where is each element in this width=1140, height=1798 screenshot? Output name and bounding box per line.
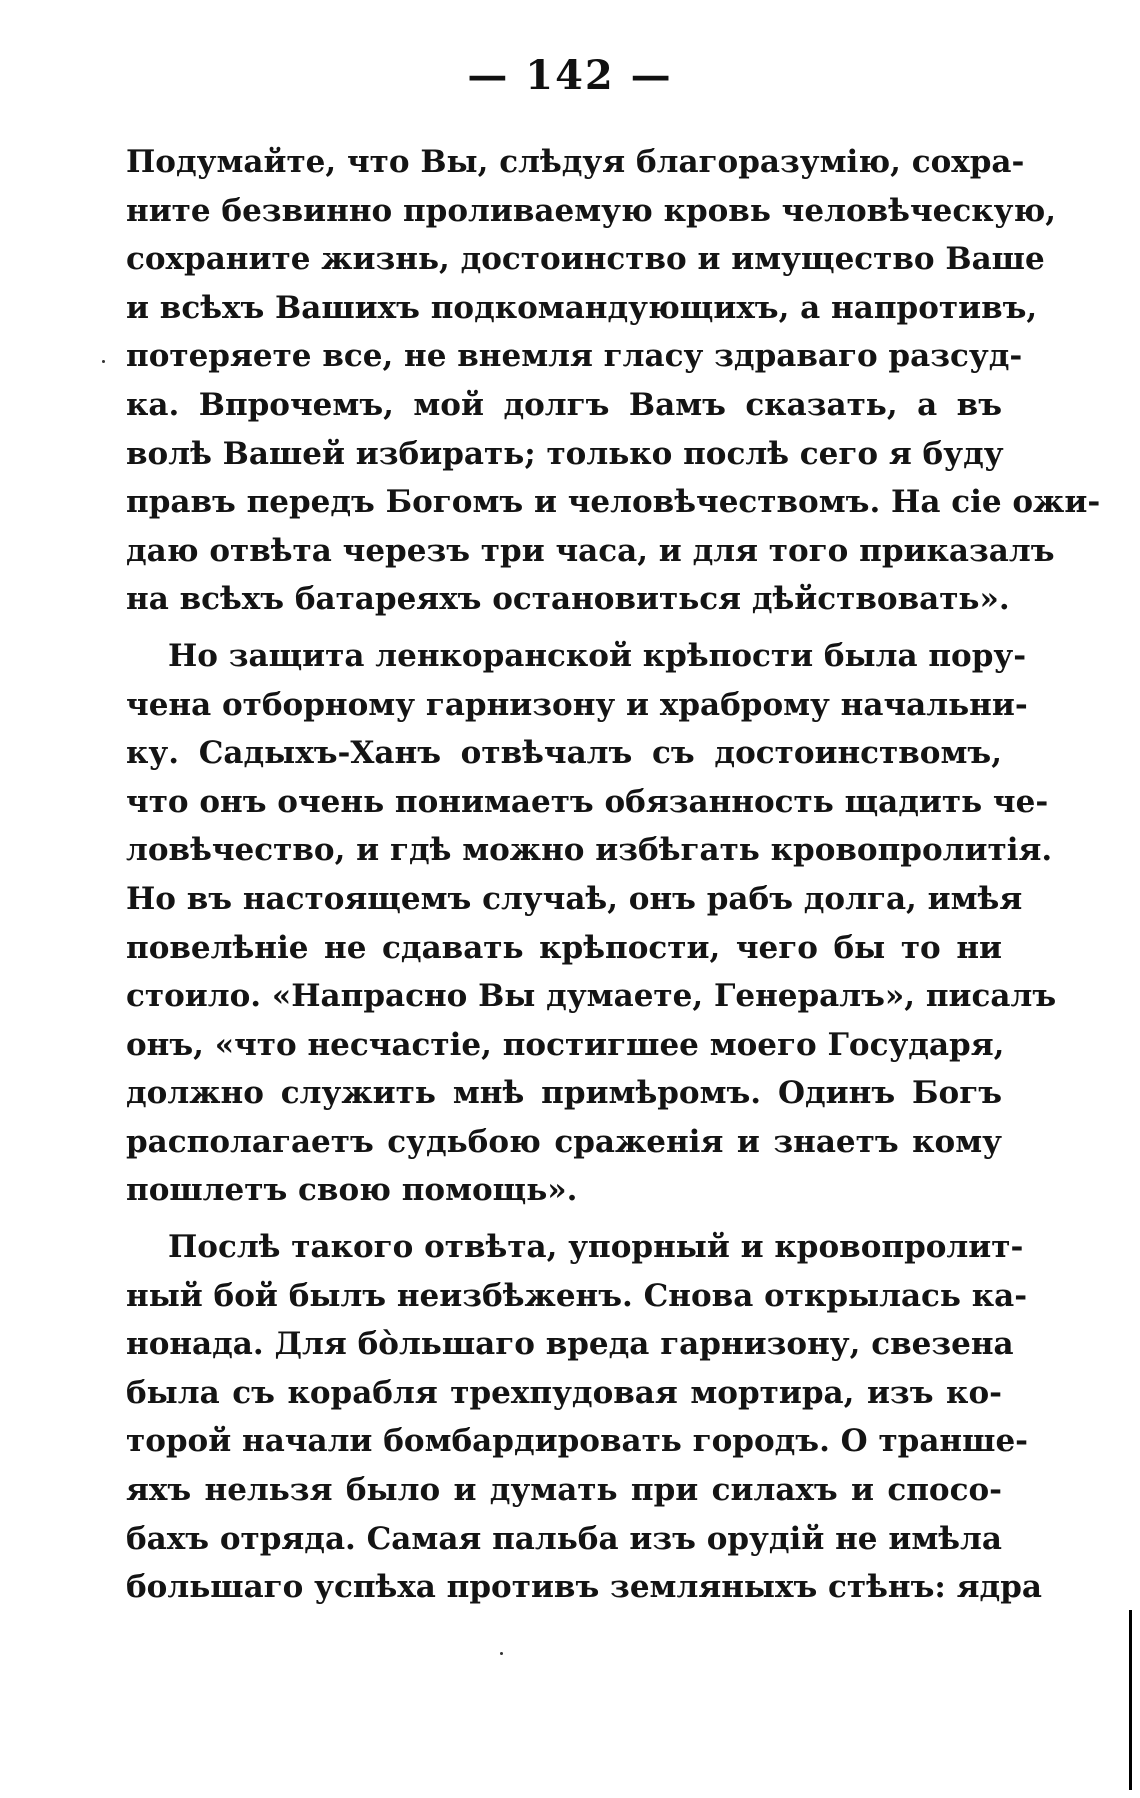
text-line: должно служить мнѣ примѣромъ. Одинъ Богъ — [126, 1075, 1002, 1112]
scan-speck — [102, 360, 105, 363]
text-line: чена отборному гарнизону и храброму начальни- — [126, 686, 1028, 723]
text-line: ка. Впрочемъ, мой долгъ Вамъ сказать, а въ — [126, 386, 1002, 423]
text-line: яхъ нельзя было и думать при силахъ и спосо- — [126, 1472, 1002, 1509]
text-line: на всѣхъ батареяхъ остановиться дѣйствовать». — [126, 581, 1010, 618]
text-line: ку. Садыхъ-Ханъ отвѣчалъ съ достоинствомъ, — [126, 735, 1002, 772]
text-line: большаго успѣха противъ земляныхъ стѣнъ: ядра — [126, 1569, 1042, 1606]
text-line: была съ корабля трехпудовая мортира, изъ ко- — [126, 1374, 1002, 1411]
paragraph-3 — [126, 1223, 1042, 1612]
text-line: ловѣчество, и гдѣ можно избѣгать кровопролитія. — [126, 832, 1053, 869]
paragraph-1 — [126, 138, 1101, 624]
text-line: торой начали бомбардировать городъ. О транше- — [126, 1423, 1029, 1460]
paragraph-2 — [126, 632, 1057, 1215]
scan-speck — [500, 1652, 503, 1655]
text-line: Но въ настоящемъ случаѣ, онъ рабъ долга, имѣя — [126, 880, 1023, 917]
scan-edge-mark — [1129, 1610, 1132, 1790]
text-line: стоило. «Напрасно Вы думаете, Генералъ», писалъ — [126, 978, 1057, 1015]
text-line: нонада. Для бо̀льшаго вреда гарнизону, свезена — [126, 1326, 1014, 1363]
text-line: волѣ Вашей избирать; только послѣ сего я буду — [126, 435, 1004, 472]
text-line: ните безвинно проливаемую кровь человѣческую, — [126, 192, 1057, 229]
text-line: сохраните жизнь, достоинство и имущество Ваше — [126, 241, 1045, 278]
text-line: располагаетъ судьбою сраженія и знаетъ кому — [126, 1123, 1002, 1160]
text-line: Подумайте, что Вы, слѣдуя благоразумію, сохра- — [126, 144, 1025, 180]
text-line: пошлетъ свою помощь». — [126, 1172, 578, 1209]
paragraph-gap — [126, 624, 1002, 632]
text-line: что онъ очень понимаетъ обязанность щадить че- — [126, 783, 1049, 820]
text-line: потеряете все, не внемля гласу здраваго разсуд- — [126, 338, 1023, 375]
text-line: Но защита ленкоранской крѣпости была пору- — [168, 637, 1027, 674]
paragraph-gap — [126, 1215, 1002, 1223]
text-line: повелѣніе не сдавать крѣпости, чего бы то ни — [126, 929, 1002, 966]
text-line: даю отвѣта черезъ три часа, и для того приказалъ — [126, 532, 1055, 569]
text-line: Послѣ такого отвѣта, упорный и кровопролит- — [168, 1229, 1024, 1266]
text-line: онъ, «что несчастіе, постигшее моего Государя, — [126, 1026, 1005, 1063]
text-line: бахъ отряда. Самая пальба изъ орудій не имѣла — [126, 1520, 1002, 1557]
text-line: правъ передъ Богомъ и человѣчествомъ. На сіе ожи- — [126, 484, 1101, 521]
text-line: и всѣхъ Вашихъ подкомандующихъ, а напротивъ, — [126, 289, 1038, 326]
text-line: ный бой былъ неизбѣженъ. Снова открылась ка- — [126, 1277, 1028, 1314]
body-text — [126, 138, 1101, 1612]
page-number: — 142 — — [467, 52, 673, 99]
